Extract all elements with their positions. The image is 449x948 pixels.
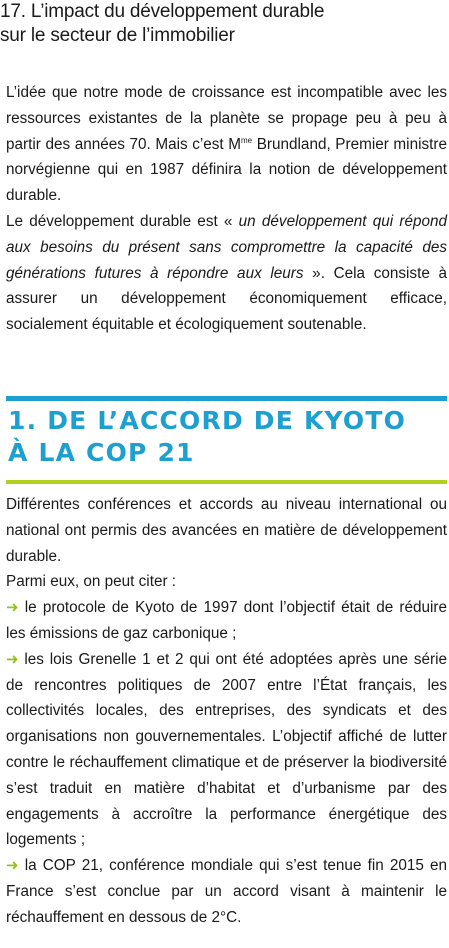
section-divider-top [6,396,447,401]
intro-p1-superscript: me [241,135,253,145]
body-paragraph-2: Parmi eux, on peut citer : [6,573,177,591]
section-divider-bottom [6,480,447,484]
section-heading [8,405,448,469]
chapter-title [0,0,440,48]
intro-p1-end: Brundland, Premier ministre norvégienne qui en 1987 définira la notion de développement durable. [6,135,447,205]
intro-p2-start: Le développement durable est « [6,212,239,230]
section-heading-line-2: À LA COP 21 [8,438,195,467]
chapter-title-line-2: sur le secteur de l’immobilier [0,25,235,46]
intro-p2-end: ». Cela consiste à assurer un développement économiquement efficace, socialement équitable et écologiquement soutenable. [6,264,447,334]
intro-paragraph-1 [6,80,447,209]
list-item [6,853,447,930]
definition-quote: un développement qui répond aux besoins du présent sans compromettre la capacité des générations futures à répondre aux leurs [6,212,447,282]
arrow-right-icon: ➜ [6,856,19,875]
chapter-title-line-1: 17. L’impact du développement durable [0,1,325,22]
intro-p1-start: L’idée que notre mode de croissance est incompatible avec les ressources existantes de la planète se propage peu à peu à partir des années 70. Mais c’est M [6,84,447,153]
section-heading-line-1: 1. DE L’ACCORD DE KYOTO [8,406,407,435]
arrow-right-icon: ➜ [6,649,19,668]
list-item [6,647,447,853]
intro-paragraph-2 [6,209,447,338]
body-paragraph-1: Différentes conférences et accords au niveau international ou national ont permis des avancées en matière de développement durable. [6,496,447,565]
list-item-text-kyoto: le protocole de Kyoto de 1997 dont l’objectif était de réduire les émissions de gaz carbonique ; [6,599,447,642]
list-item [6,595,447,647]
list-item-text-grenelle: les lois Grenelle 1 et 2 qui ont été adoptées après une série de rencontres politiques de 2007 entre l’État français, les collectivités locales, des entreprises, des syndicats et des organisations non gouvernementales. L’objectif affiché de lutter contre le réchauffement climatique et de préserver la biodiversité s’est traduit en matière d’habitat et d’urbanisme par des engagements à accroître la performance énergétique des logements ; [6,650,447,849]
list-item-text-cop21: la COP 21, conférence mondiale qui s’est tenue fin 2015 en France s’est conclue par un accord visant à maintenir le réchauffement en dessous de 2°C. [6,857,447,926]
section-body [6,492,447,931]
intro-text [6,80,447,338]
arrow-right-icon: ➜ [6,598,19,617]
